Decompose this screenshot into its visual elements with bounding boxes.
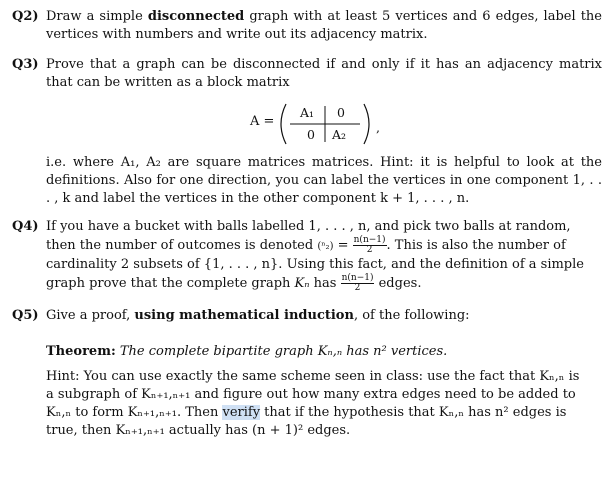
matrix-zero-top-right: 0 <box>337 105 345 120</box>
hint <box>12 368 602 444</box>
matrix-a2: A₂ <box>332 127 347 142</box>
question-number: Q4) <box>12 219 39 234</box>
question-2 <box>12 8 602 48</box>
matrix-a1: A₁ <box>300 105 315 120</box>
emphasis-induction: using mathematical induction <box>134 308 354 323</box>
question-text: Prove that a graph can be disconnected if and only if it has an adjacency matrix that can be written as a block matrix <box>46 57 602 90</box>
question-text: i.e. where A₁, A₂ are square matrices matrices. Hint: it is helpful to look at the definitions. Also for one direction, you can label the vertices in one component 1, . . . , k and label the vertices in the other component k + 1, . . . , n. <box>46 155 602 206</box>
binomial-n-choose-2: (ⁿ₂) <box>317 241 334 252</box>
fraction-edge-count: $\frac{n(n-1)}{2}$ <box>341 273 374 293</box>
theorem-label: Theorem: <box>46 344 116 359</box>
matrix-trailing-comma: , <box>376 120 380 135</box>
question-5 <box>12 307 602 327</box>
matrix-lhs: A = <box>250 114 275 129</box>
matrix-brackets <box>250 100 390 148</box>
question-text: Give a proof, using mathematical induction, of the following: <box>46 308 470 323</box>
question-number: Q5) <box>12 308 39 323</box>
complete-graph-kn: Kₙ <box>294 276 310 291</box>
question-3-continued <box>12 154 602 208</box>
question-number: Q2) <box>12 9 39 24</box>
theorem-statement: The complete bipartite graph Kₙ,ₙ has n² vertices. <box>115 344 448 359</box>
question-3 <box>12 56 602 92</box>
theorem <box>12 343 602 365</box>
block-matrix <box>250 100 390 148</box>
highlighted-word-verify[interactable]: verify <box>222 405 261 420</box>
question-4 <box>12 218 602 294</box>
matrix-zero-bottom-left: 0 <box>307 127 315 142</box>
fraction-n-n-minus-1-over-2: $\frac{n(n-1)}{2}$ <box>353 235 386 255</box>
hint-text: Hint: You can use exactly the same scheme seen in class: use the fact that Kₙ,ₙ is a subgraph of Kₙ₊₁,ₙ₊₁ and figure out how many extra edges need to be added to Kₙ,ₙ to form Kₙ₊₁,ₙ₊₁. Then verify that if the hypothesis that Kₙ,ₙ has n² edges is true, then Kₙ₊₁,ₙ₊₁ actually has (n + 1)² edges. <box>46 369 580 438</box>
question-text: Draw a simple disconnected graph with at least 5 vertices and 6 edges, label the vertices with numbers and write out its adjacency matrix. <box>46 9 602 42</box>
question-number: Q3) <box>12 57 39 72</box>
question-text: If you have a bucket with balls labelled 1, . . . , n, and pick two balls at random, then the number of outcomes is denoted (ⁿ₂) = $\frac{n(n-1)}{2}$ . This is also the number of cardinality 2 subsets of {1, . . . , n}. Using this fact, and the definition of a simple graph prove that the complete graph Kₙ has $\frac{n(n-1)}{2}$ edges. <box>46 219 584 293</box>
emphasis-disconnected: disconnected <box>147 9 245 24</box>
